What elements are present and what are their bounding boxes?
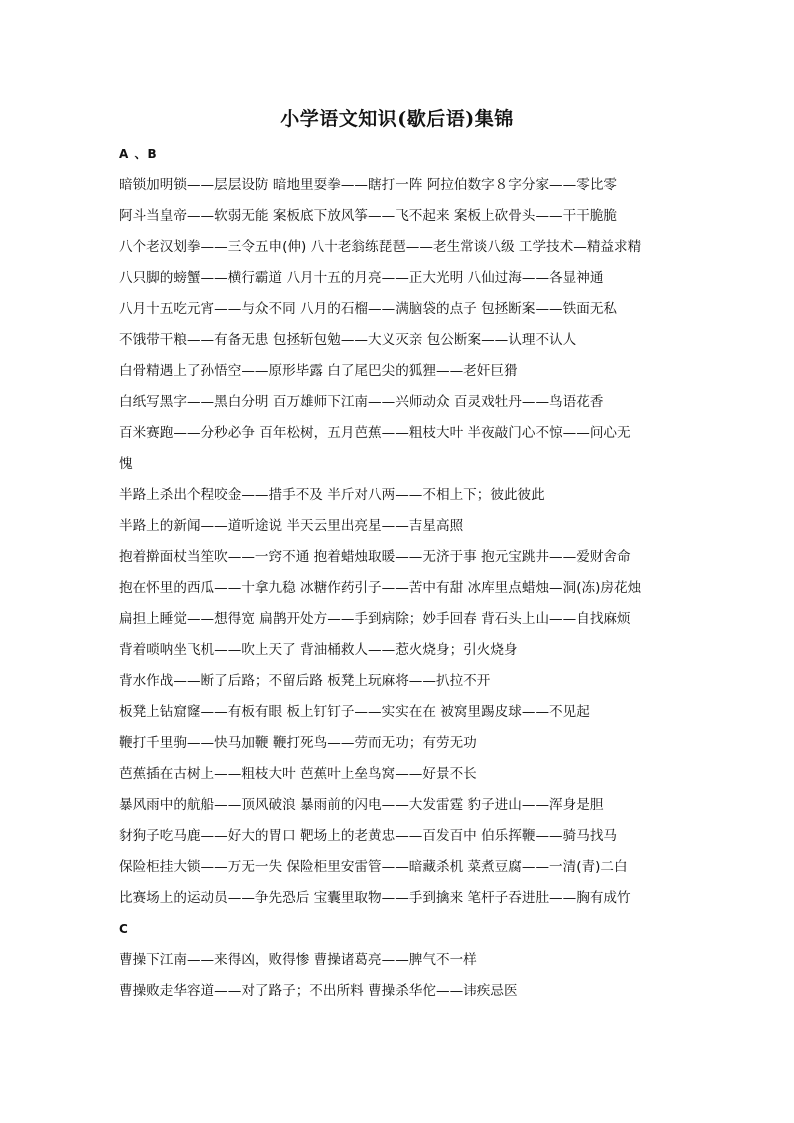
text-line: 抱在怀里的西瓜——十拿九稳 冰糖作药引子——苦中有甜 冰库里点蜡烛—洞(冻)房花烛 xyxy=(119,580,642,596)
text-line: 暗锁加明锁——层层设防 暗地里耍拳——瞎打一阵 阿拉伯数字８字分家——零比零 xyxy=(119,177,618,193)
text-line: 抱着擀面杖当笙吹——一窍不通 抱着蜡烛取暖——无济于事 抱元宝跳井——爱财舍命 xyxy=(119,549,631,565)
section-heading: A 、B xyxy=(119,147,158,161)
text-line: 阿斗当皇帝——软弱无能 案板底下放风筝——飞不起来 案板上砍骨头——干干脆脆 xyxy=(119,208,618,224)
text-line: 不饿带干粮——有备无患 包拯斩包勉——大义灭亲 包公断案——认理不认人 xyxy=(119,332,577,348)
text-line: 八月十五吃元宵——与众不同 八月的石榴——满脑袋的点子 包拯断案——铁面无私 xyxy=(119,301,618,317)
text-line: 曹操下江南——来得凶，败得惨 曹操诸葛亮——脾气不一样 xyxy=(119,952,477,968)
text-line: 白纸写黑字——黑白分明 百万雄师下江南——兴师动众 百灵戏牡丹——鸟语花香 xyxy=(119,394,604,410)
text-line: 豺狗子吃马鹿——好大的胃口 靶场上的老黄忠——百发百中 伯乐挥鞭——骑马找马 xyxy=(119,828,618,844)
text-line: 愧 xyxy=(119,456,133,472)
text-line: 背水作战——断了后路；不留后路 板凳上玩麻将——扒拉不开 xyxy=(119,673,491,689)
text-line: 曹操败走华容道——对了路子；不出所料 曹操杀华佗——讳疾忌医 xyxy=(119,983,518,999)
text-line: 八个老汉划拳——三令五申(伸) 八十老翁练琵琶——老生常谈八级 工学技术—精益求精 xyxy=(119,239,642,255)
document-title: 小学语文知识(歇后语)集锦 xyxy=(280,108,514,130)
text-line: 扁担上睡觉——想得宽 扁鹊开处方——手到病除；妙手回春 背石头上山——自找麻烦 xyxy=(119,611,631,627)
text-line: 八只脚的螃蟹——横行霸道 八月十五的月亮——正大光明 八仙过海——各显神通 xyxy=(119,270,604,286)
text-line: 百米赛跑——分秒必争 百年松树，五月芭蕉——粗枝大叶 半夜敲门心不惊——问心无 xyxy=(119,425,631,441)
text-line: 半路上的新闻——道听途说 半天云里出亮星——吉星高照 xyxy=(119,518,464,534)
text-line: 比赛场上的运动员——争先恐后 宝囊里取物——手到擒来 笔杆子吞进肚——胸有成竹 xyxy=(119,890,631,906)
section-heading: C xyxy=(119,922,129,936)
text-line: 板凳上钻窟窿——有板有眼 板上钉钉子——实实在在 被窝里踢皮球——不见起 xyxy=(119,704,590,720)
text-line: 暴风雨中的航船——顶风破浪 暴雨前的闪电——大发雷霆 豹子进山——浑身是胆 xyxy=(119,797,604,813)
text-line: 鞭打千里驹——快马加鞭 鞭打死鸟——劳而无功；有劳无功 xyxy=(119,735,477,751)
text-line: 半路上杀出个程咬金——措手不及 半斤对八两——不相上下；彼此彼此 xyxy=(119,487,545,503)
text-line: 芭蕉插在古树上——粗枝大叶 芭蕉叶上垒鸟窝——好景不长 xyxy=(119,766,477,782)
document-body xyxy=(119,139,689,1007)
text-line: 白骨精遇上了孙悟空——原形毕露 白了尾巴尖的狐狸——老奸巨猾 xyxy=(119,363,518,379)
text-line: 背着唢呐坐飞机——吹上天了 背油桶救人——惹火烧身；引火烧身 xyxy=(119,642,518,658)
text-line: 保险柜挂大锁——万无一失 保险柜里安雷管——暗藏杀机 菜煮豆腐——一清(青)二白 xyxy=(119,859,628,875)
